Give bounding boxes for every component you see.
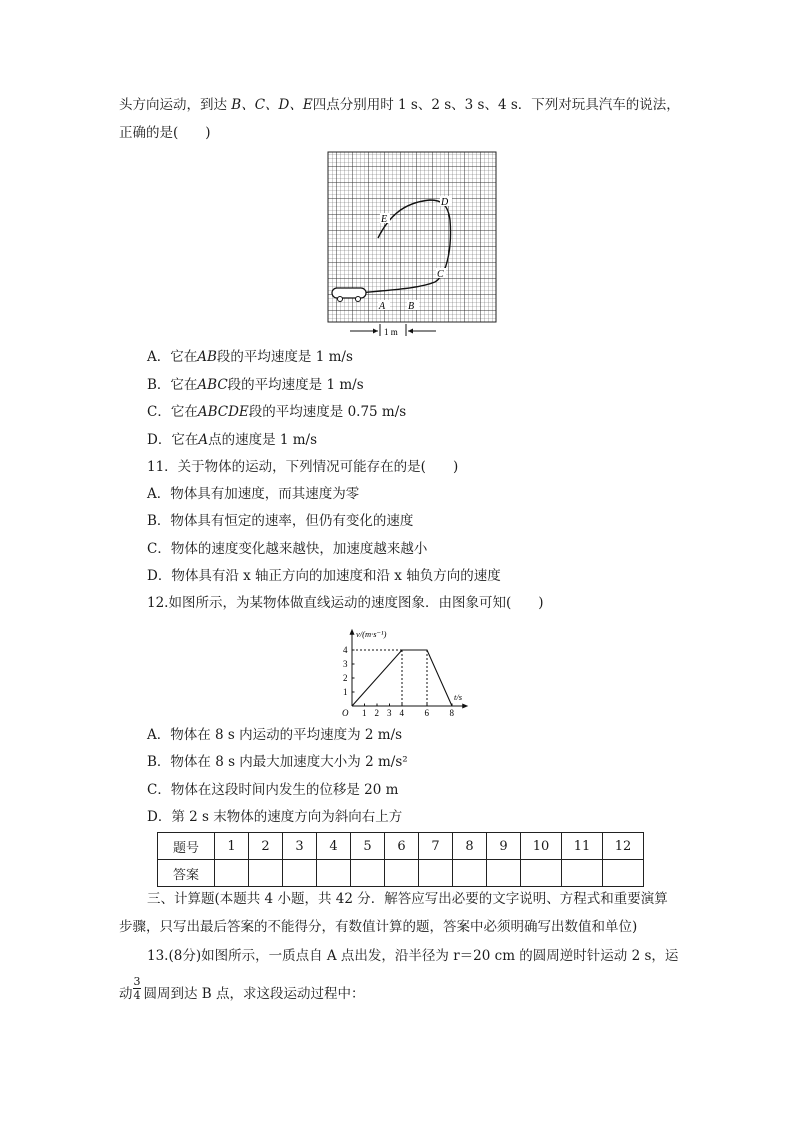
q10-intro-points: B、C、D、E bbox=[231, 97, 313, 113]
q13-line2 bbox=[119, 985, 365, 1003]
table-header-answer: 答案 bbox=[158, 860, 215, 887]
q12-option-d: D．第 2 s 末物体的速度方向为斜向右上方 bbox=[147, 809, 403, 825]
q12-option-a: A．物体在 8 s 内运动的平均速度为 2 m/s bbox=[147, 727, 403, 743]
option-text: 点的速度是 1 m/s bbox=[208, 432, 318, 448]
option-text: 它在 bbox=[170, 404, 198, 420]
q10-option-d bbox=[147, 431, 317, 449]
q10-intro-line2: 正确的是( ) bbox=[119, 125, 211, 141]
origin-label: O bbox=[342, 708, 349, 718]
x-axis-arrow bbox=[462, 704, 468, 709]
scale-bar bbox=[350, 324, 436, 337]
x-tick-label: 2 bbox=[374, 708, 379, 718]
scale-label: 1 m bbox=[384, 327, 398, 337]
label-point-d: D bbox=[441, 197, 449, 208]
answer-cell[interactable] bbox=[419, 860, 453, 887]
q12-option-b: B．物体在 8 s 内最大加速度大小为 2 m/s² bbox=[147, 754, 408, 770]
section3-line1: 三、计算题(本题共 4 小题，共 42 分．解答应写出必要的文字说明、方程式和重要演算 bbox=[147, 891, 668, 907]
option-text: 段的平均速度是 0.75 m/s bbox=[248, 404, 407, 420]
x-tick-label: 8 bbox=[449, 708, 454, 718]
x-tick-label: 6 bbox=[424, 708, 429, 718]
answer-cell[interactable] bbox=[521, 860, 562, 887]
y-axis-label: v/(m·s⁻¹) bbox=[356, 628, 387, 639]
x-tick-label: 3 bbox=[387, 708, 392, 718]
y-tick-label: 1 bbox=[343, 687, 348, 697]
q10-option-a bbox=[147, 348, 353, 366]
q13-line1: 13.(8分)如图所示，一质点自 A 点出发，沿半径为 r＝20 cm 的圆周逆时针运动 2 s，运 bbox=[147, 948, 679, 964]
table-cell-number: 5 bbox=[351, 833, 385, 860]
table-cell-number: 11 bbox=[562, 833, 603, 860]
table-cell-number: 10 bbox=[521, 833, 562, 860]
option-var: A bbox=[198, 432, 209, 448]
table-row-numbers bbox=[158, 833, 644, 860]
answer-cell[interactable] bbox=[487, 860, 521, 887]
answer-cell[interactable] bbox=[562, 860, 603, 887]
option-text: 它在 bbox=[170, 377, 198, 393]
table-header-number: 题号 bbox=[158, 833, 215, 860]
table-row-answers bbox=[158, 860, 644, 887]
q10-option-c bbox=[147, 403, 406, 421]
fraction-numerator: 3 bbox=[133, 975, 141, 988]
x-axis-label: t/s bbox=[454, 692, 463, 702]
q11-option-d: D．物体具有沿 x 轴正方向的加速度和沿 x 轴负方向的速度 bbox=[147, 568, 501, 584]
option-text: 段的平均速度是 1 m/s bbox=[216, 349, 353, 365]
q11-option-a: A．物体具有加速度，而其速度为零 bbox=[147, 486, 360, 502]
table-cell-number: 7 bbox=[419, 833, 453, 860]
x-tick-label: 4 bbox=[399, 708, 404, 718]
grid-track-figure bbox=[320, 150, 510, 340]
y-axis-arrow bbox=[350, 629, 355, 635]
table-cell-number: 8 bbox=[453, 833, 487, 860]
answer-cell[interactable] bbox=[603, 860, 644, 887]
answer-cell[interactable] bbox=[215, 860, 249, 887]
q11-stem: 11．关于物体的运动，下列情况可能存在的是( ) bbox=[147, 459, 459, 475]
answer-table bbox=[157, 832, 644, 887]
table-cell-number: 2 bbox=[249, 833, 283, 860]
table-cell-number: 4 bbox=[317, 833, 351, 860]
q10-intro-suffix: 四点分别用时 1 s、2 s、3 s、4 s．下列对玩具汽车的说法， bbox=[312, 97, 680, 113]
table-cell-number: 12 bbox=[603, 833, 644, 860]
q11-option-b: B．物体具有恒定的速率，但仍有变化的速度 bbox=[147, 513, 414, 529]
answer-cell[interactable] bbox=[453, 860, 487, 887]
q13-line2-pre: 动 bbox=[119, 986, 133, 1002]
label-point-b: B bbox=[408, 301, 415, 312]
answer-cell[interactable] bbox=[351, 860, 385, 887]
velocity-time-chart bbox=[330, 618, 480, 722]
option-letter: B． bbox=[147, 377, 171, 393]
option-var: ABCDE bbox=[197, 404, 249, 420]
label-point-c: C bbox=[437, 269, 444, 280]
answer-cell[interactable] bbox=[249, 860, 283, 887]
answer-cell[interactable] bbox=[317, 860, 351, 887]
q10-option-b bbox=[147, 376, 364, 394]
label-point-e: E bbox=[381, 214, 388, 225]
q10-intro-line1 bbox=[119, 96, 680, 114]
option-text: 它在 bbox=[171, 432, 199, 448]
q12-option-c: C．物体在这段时间内发生的位移是 20 m bbox=[147, 782, 399, 798]
section3-line2: 步骤，只写出最后答案的不能得分，有数值计算的题，答案中必须明确写出数值和单位) bbox=[119, 919, 638, 935]
table-cell-number: 1 bbox=[215, 833, 249, 860]
q10-intro-prefix: 头方向运动，到达 bbox=[119, 97, 227, 113]
q11-option-c: C．物体的速度变化越来越快，加速度越来越小 bbox=[147, 541, 428, 557]
option-text: 它在 bbox=[170, 349, 198, 365]
y-tick-label: 4 bbox=[343, 645, 348, 655]
answer-cell[interactable] bbox=[385, 860, 419, 887]
q12-stem: 12.如图所示，为某物体做直线运动的速度图象．由图象可知( ) bbox=[147, 595, 544, 611]
option-letter: A． bbox=[147, 349, 171, 365]
option-letter: D． bbox=[147, 432, 172, 448]
table-cell-number: 3 bbox=[283, 833, 317, 860]
y-tick-label: 2 bbox=[343, 673, 348, 683]
label-point-a: A bbox=[379, 301, 386, 312]
fraction-denominator: 4 bbox=[133, 989, 141, 1002]
option-text: 段的平均速度是 1 m/s bbox=[227, 377, 364, 393]
y-tick-label: 3 bbox=[343, 659, 348, 669]
option-var: AB bbox=[197, 349, 217, 365]
option-letter: C． bbox=[147, 404, 171, 420]
x-tick-label: 1 bbox=[362, 708, 367, 718]
q13-line2-post: 圆周到达 B 点，求这段运动过程中： bbox=[143, 986, 365, 1002]
answer-cell[interactable] bbox=[283, 860, 317, 887]
table-cell-number: 9 bbox=[487, 833, 521, 860]
option-var: ABC bbox=[197, 377, 228, 393]
table-cell-number: 6 bbox=[385, 833, 419, 860]
